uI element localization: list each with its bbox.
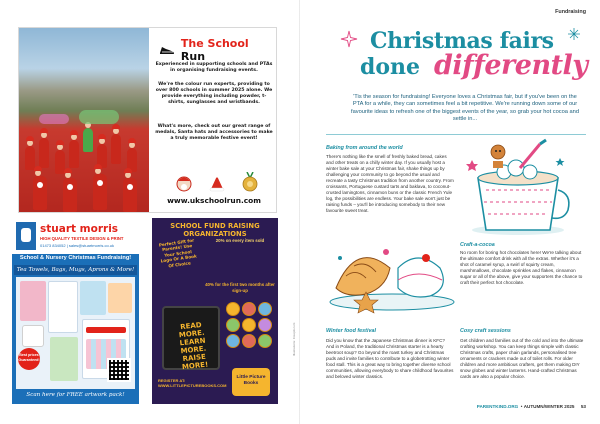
heading-baking: Baking from around the world (326, 145, 403, 151)
body-craft: Get children and families out of the cold and into the ultimate crafting workshop. You can keep things simple with classic Christmas crafts, paper chain garlands, personalised tree ornaments or crackers made out of toilet rolls. For older children and more ambitious crafters, get them making DIY snow globes and winter lanterns. Hand-crafted Christmas cards are also a popular choice. (460, 338, 584, 379)
stuart-morris-contact[interactable]: 01473 834052 | sales@stuartmorris.co.uk (40, 243, 115, 248)
body-cocoa: No room for boring hot chocolates here! We're talking about the ultimate comfort drink with all the extras. Whether it's a shot of caramel syrup, a swirl of squirty cream, marshmallows, chocolate sprinkles and flakes, cinnamon sugar or all of the above, give your supporters the chance to craft their perfect hot chocolate. (460, 250, 583, 285)
section-tag: Fundraising (555, 9, 586, 15)
run-paragraph-1: Experienced in supporting schools and PTAs in organising fundraising events. (155, 62, 273, 74)
divider (326, 134, 586, 135)
stuart-morris-banner: Tea Towels, Bags, Mugs, Aprons & More! (14, 265, 137, 275)
stuart-morris-advert[interactable] (12, 218, 139, 404)
best-price-stamp: Best prices Guaranteed! (18, 348, 40, 370)
right-page (300, 0, 600, 424)
santa-medal-icon (175, 174, 193, 192)
run-paragraph-3: What's more, check out our great range of medals, Santa hats and accessories to make a truly memorable festive event! (155, 124, 273, 142)
run-paragraph-2: We're the colour run experts, providing to over 800 schools in summer 2025 alone. We provide everything including powder, t-shirts, sunglasses and wristbands. (155, 82, 273, 106)
stuart-morris-subtitle: School & Nursery Christmas Fundraising! (19, 255, 132, 261)
heading-food-festival: Winter food festival (326, 328, 376, 334)
page-number: 53 (580, 404, 586, 409)
school-run-advert[interactable] (18, 27, 277, 213)
fund-ad-gift-text: Perfect Gift for Parents! Use Your School Logo Or A Book Of Choice (158, 237, 198, 269)
article-title-line1: Christmas fairs (370, 28, 554, 54)
tablet-book-image (162, 306, 220, 370)
santa-hat-icon (209, 174, 225, 192)
article-intro: 'Tis the season for fundraising! Everyone loves a Christmas fair, but if you've been on the PTA for a while, they can sometimes feel a bit repetitive. We're running down some of our favourite ideas to refresh one of the biggest events of the year, so grab your hot cocoa and settle in... (351, 94, 579, 123)
hot-cocoa-illustration (460, 138, 576, 238)
article-title-done: done (360, 54, 421, 80)
fund-ad-register[interactable]: REGISTER AT: WWW.LITTLEPICTUREBOOKS.COM (158, 378, 227, 389)
school-run-url[interactable]: www.ukschoolrun.com (167, 196, 261, 205)
fund-ad-book-text: READ MORE. LEARN MORE. RAISE MORE! (178, 321, 209, 372)
illustration-credit: Illustrations: Freepik.com (292, 322, 296, 356)
fund-ad-offer-40: 40% for the first two months after sign-up (205, 282, 275, 293)
run-title-red: The School (180, 37, 249, 50)
body-baking: There's nothing like the smell of freshly baked bread, cakes and other treats on a chilly winter day. If you usually host a winter bake sale at your Christmas fair, shake things up by challenging your community to go beyond the usual and recreate a tasty Christmas tradition from another country. From croissants, Portuguese custard tarts and baklava, to coconut-crusted lamingtons, cinnamon buns or the classic French Yule log, the possibilities are endless. Your bake sale won't just be raising funds – you'll be introducing somebody to their new favourite sweet treat. (326, 154, 454, 213)
little-picture-books-logo: Little Picture Books (232, 368, 270, 396)
santa-run-photo (19, 28, 149, 212)
heading-cocoa: Craft-a-cocoa (460, 242, 495, 248)
little-picture-books-advert[interactable] (152, 218, 278, 404)
footer-brand[interactable]: PARENTKIND.ORG (476, 404, 519, 409)
stuart-morris-scan-text: Scan here for FREE artwork pack! (26, 392, 125, 398)
stuart-morris-brand: stuart morris (40, 223, 119, 235)
stuart-morris-logo-icon (16, 222, 36, 250)
run-title-black: Run (180, 50, 206, 63)
bauble-medal-icon (241, 172, 259, 192)
school-run-title (159, 37, 276, 63)
footer-issue: AUTUMN/WINTER 2025 (523, 404, 575, 409)
body-food-festival: Did you know that the Japanese Christmas dinner is KFC? And in Poland, the traditional Christmas starter is a hearty beetroot soup? Go beyond the roast turkey and Christmas puds and invite families to contribute to a globetrotting winter food stall. This is a great way to bring together diverse school communities, allowing everybody to share childhood favourites and beloved winter classics. (326, 338, 454, 379)
qr-code-icon[interactable] (107, 358, 131, 382)
baked-treats-illustration (326, 228, 456, 318)
article-title-script: differently (434, 50, 588, 81)
heading-craft: Cosy craft sessions (460, 328, 511, 334)
running-shoe-icon (159, 44, 175, 56)
stuart-morris-header (12, 218, 139, 254)
fund-ad-title: SCHOOL FUND RAISING ORGANIZATIONS (170, 222, 260, 238)
page-footer: PARENTKIND.ORG • AUTUMN/WINTER 2025 53 (476, 404, 586, 409)
star-icon (340, 30, 358, 48)
sparkle-icon (568, 28, 580, 40)
stuart-morris-tagline: HIGH QUALITY TEXTILE DESIGN & PRINT (40, 236, 124, 241)
run-product-icons (167, 172, 267, 192)
fund-ad-offer: 20% on every item sold (215, 238, 265, 243)
